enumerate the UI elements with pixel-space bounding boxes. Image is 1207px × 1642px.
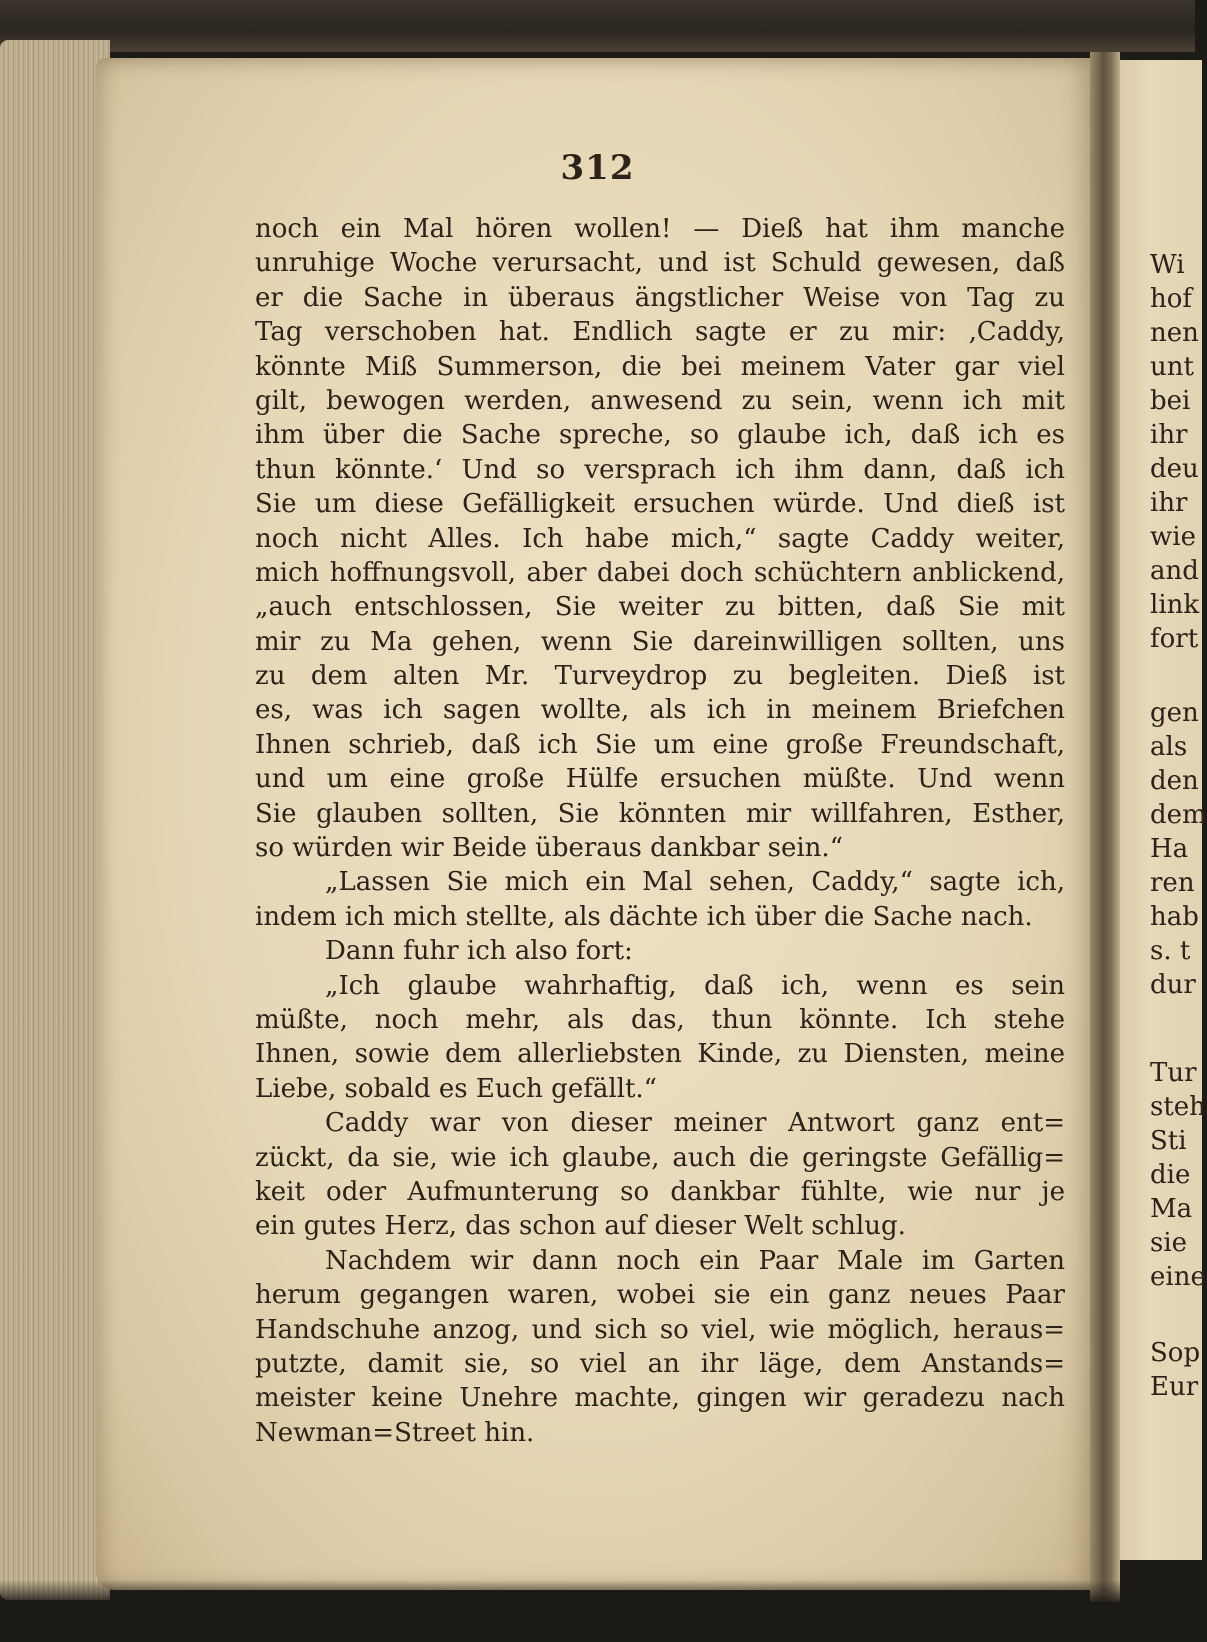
next-page-fragment: Tur bbox=[1150, 1058, 1197, 1088]
next-page-fragment: Sti bbox=[1150, 1126, 1187, 1156]
text-line: Tag verschoben hat. Endlich sagte er zu mir: ‚Caddy, bbox=[255, 317, 1065, 348]
text-line: und um eine große Hülfe ersuchen müßte. Und wenn bbox=[255, 764, 1065, 795]
next-page-fragment: Eur bbox=[1150, 1372, 1199, 1402]
text-line: zu dem alten Mr. Turveydrop zu begleiten. Dieß ist bbox=[255, 661, 1065, 692]
next-page-fragment: hab bbox=[1150, 902, 1199, 932]
next-page-fragment: Sop bbox=[1150, 1338, 1201, 1368]
next-page-fragment: den bbox=[1150, 766, 1199, 796]
next-page-fragment: fort bbox=[1150, 624, 1199, 654]
text-line: Ihnen schrieb, daß ich Sie um eine große Freundschaft, bbox=[255, 729, 1065, 760]
text-line: Ihnen, sowie dem allerliebsten Kinde, zu Diensten, meine bbox=[255, 1039, 1065, 1070]
next-page-fragment: and bbox=[1150, 556, 1199, 586]
text-line: er die Sache in überaus ängstlicher Weise von Tag zu bbox=[255, 282, 1065, 313]
text-line: meister keine Unehre machte, gingen wir geradezu nach bbox=[255, 1383, 1065, 1414]
text-line: gilt, bewogen werden, anwesend zu sein, wenn ich mit bbox=[255, 385, 1065, 416]
text-line: ihm über die Sache spreche, so glaube ich, daß ich es bbox=[255, 420, 1065, 451]
next-page-fragment: die bbox=[1150, 1160, 1191, 1190]
text-line: müßte, noch mehr, als das, thun könnte. Ich stehe bbox=[255, 1004, 1065, 1035]
next-page-fragment: steh bbox=[1150, 1092, 1206, 1122]
text-line: es, was ich sagen wollte, als ich in meinem Briefchen bbox=[255, 695, 1065, 726]
next-page-fragment: sie bbox=[1150, 1228, 1188, 1258]
text-line: könnte Miß Summerson, die bei meinem Vater gar viel bbox=[255, 351, 1065, 382]
bottom-shadow bbox=[0, 1580, 1195, 1642]
next-page-fragment: Wi bbox=[1150, 250, 1185, 280]
next-page-fragment: wie bbox=[1150, 522, 1196, 552]
text-line: Caddy war von dieser meiner Antwort ganz ent= bbox=[325, 1108, 1065, 1139]
next-page-fragment: bei bbox=[1150, 386, 1191, 416]
next-page-fragment: dur bbox=[1150, 970, 1196, 1000]
next-page-fragment: link bbox=[1150, 590, 1200, 620]
text-line: Sie glauben sollten, Sie könnten mir willfahren, Esther, bbox=[255, 798, 1065, 829]
text-line: herum gegangen waren, wobei sie ein ganz neues Paar bbox=[255, 1280, 1065, 1311]
text-line: „Lassen Sie mich ein Mal sehen, Caddy,“ sagte ich, bbox=[325, 867, 1065, 898]
next-page-fragment: dem bbox=[1150, 800, 1207, 830]
text-line: Liebe, sobald es Euch gefällt.“ bbox=[255, 1073, 657, 1104]
next-page-fragment: nen bbox=[1150, 318, 1199, 348]
text-line: putzte, damit sie, so viel an ihr läge, dem Anstands= bbox=[255, 1348, 1065, 1379]
text-line: mir zu Ma gehen, wenn Sie dareinwilligen sollten, uns bbox=[255, 626, 1065, 657]
text-line: zückt, da sie, wie ich glaube, auch die geringste Gefällig= bbox=[255, 1142, 1065, 1173]
book-gutter bbox=[1090, 52, 1120, 1602]
text-line: thun könnte.‘ Und so versprach ich ihm dann, daß ich bbox=[255, 454, 1065, 485]
next-page-fragment: deu bbox=[1150, 454, 1199, 484]
text-line: Handschuhe anzog, und sich so viel, wie möglich, heraus= bbox=[255, 1314, 1065, 1345]
text-line: noch nicht Alles. Ich habe mich,“ sagte Caddy weiter, bbox=[255, 523, 1065, 554]
next-page-fragment: unt bbox=[1150, 352, 1194, 382]
text-line: mich hoffnungsvoll, aber dabei doch schüchtern anblickend, bbox=[255, 557, 1065, 588]
text-line: Newman=Street hin. bbox=[255, 1417, 535, 1448]
text-line: unruhige Woche verursacht, und ist Schuld gewesen, daß bbox=[255, 248, 1065, 279]
next-page-fragment: hof bbox=[1150, 284, 1193, 314]
text-line: ein gutes Herz, das schon auf dieser Welt schlug. bbox=[255, 1211, 906, 1242]
next-page-fragment: s. t bbox=[1150, 936, 1191, 966]
text-line: noch ein Mal hören wollen! — Dieß hat ihm manche bbox=[255, 214, 1065, 244]
next-page-fragment: ren bbox=[1150, 868, 1195, 898]
next-page-fragment: als bbox=[1150, 732, 1188, 762]
page-stack-edge bbox=[0, 40, 110, 1600]
next-page-fragment: Ha bbox=[1150, 834, 1189, 864]
text-line: „Ich glaube wahrhaftig, daß ich, wenn es sein bbox=[325, 970, 1065, 1001]
book-cover-edge bbox=[0, 0, 1195, 52]
next-page-fragment: eine bbox=[1150, 1262, 1206, 1292]
text-line: so würden wir Beide überaus dankbar sein.“ bbox=[255, 833, 843, 864]
page-number: 312 bbox=[560, 148, 635, 188]
text-line: keit oder Aufmunterung so dankbar fühlte, wie nur je bbox=[255, 1176, 1065, 1207]
text-line: Sie um diese Gefälligkeit ersuchen würde. Und dieß ist bbox=[255, 489, 1065, 520]
next-page-fragment: Ma bbox=[1150, 1194, 1193, 1224]
text-line: Dann fuhr ich also fort: bbox=[325, 936, 633, 967]
text-line: indem ich mich stellte, als dächte ich über die Sache nach. bbox=[255, 901, 1033, 932]
page-text bbox=[255, 212, 1065, 1450]
text-line: Nachdem wir dann noch ein Paar Male im Garten bbox=[325, 1245, 1065, 1276]
next-page-fragment: ihr bbox=[1150, 420, 1188, 450]
next-page-fragment: gen bbox=[1150, 698, 1199, 728]
text-line: „auch entschlossen, Sie weiter zu bitten, daß Sie mit bbox=[255, 592, 1065, 623]
next-page-fragment: ihr bbox=[1150, 488, 1188, 518]
